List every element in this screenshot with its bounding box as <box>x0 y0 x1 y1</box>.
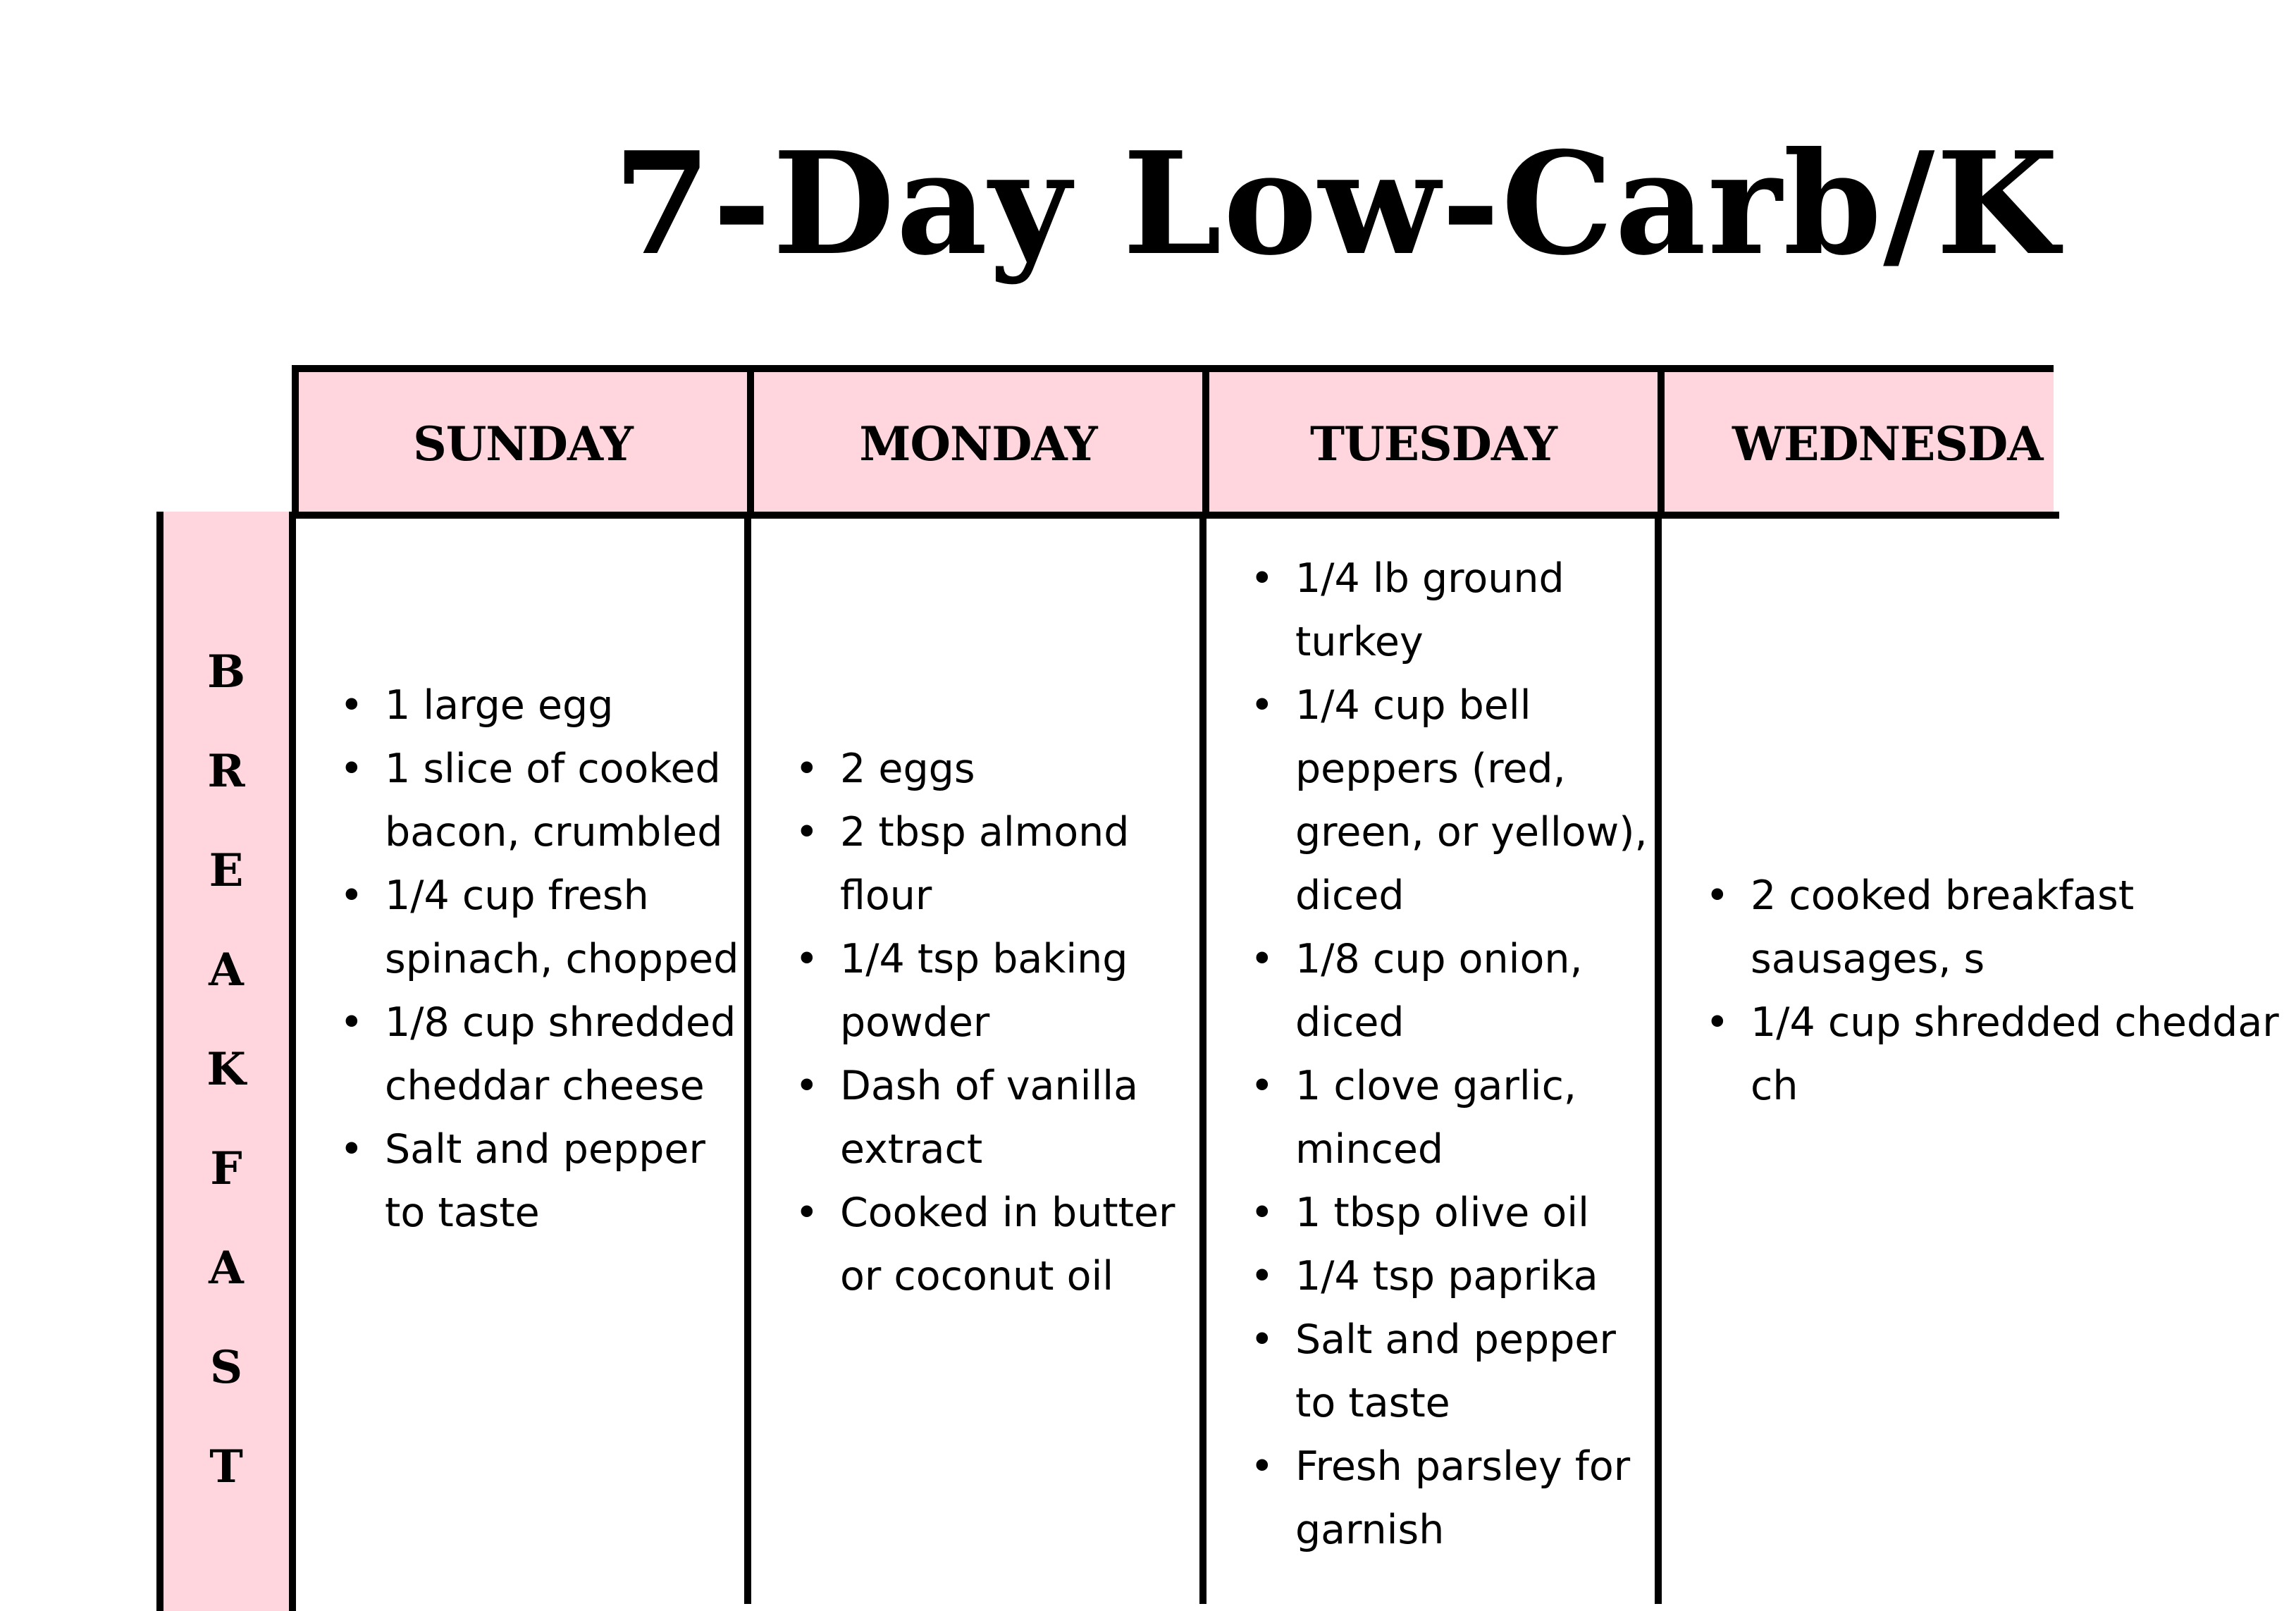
cell-breakfast-sunday <box>296 519 751 1604</box>
ingredient-text: 2 eggs <box>840 746 975 792</box>
ingredient-text: Salt and pepper to taste <box>1295 1316 1616 1426</box>
cell-breakfast-wednesday <box>1662 519 2279 1604</box>
day-header-wednesday: WEDNESDA <box>1732 416 2043 471</box>
bullet-icon: • <box>795 936 819 982</box>
meal-label-letter: A <box>209 944 244 996</box>
ingredient-text: 1/8 cup shredded cheddar cheese <box>385 999 736 1109</box>
ingredient-list <box>751 737 1202 1308</box>
bullet-icon: • <box>1250 555 1274 602</box>
bullet-icon: • <box>1705 872 1729 919</box>
bullet-icon: • <box>1250 936 1274 982</box>
meal-label-breakfast <box>156 512 296 1611</box>
ingredient-item <box>795 801 1202 927</box>
ingredient-item <box>1250 1308 1658 1435</box>
bullet-icon: • <box>340 746 364 792</box>
meal-label-letter: F <box>210 1142 242 1195</box>
day-header-tuesday: TUESDAY <box>1209 372 1665 516</box>
ingredient-item <box>1250 1054 1658 1181</box>
ingredient-item <box>795 927 1202 1054</box>
bullet-icon: • <box>340 999 364 1046</box>
ingredient-item <box>795 1181 1202 1308</box>
ingredient-item <box>1705 864 2296 991</box>
ingredient-text: Salt and pepper to taste <box>385 1126 705 1236</box>
ingredient-text: 1/4 lb ground turkey <box>1295 555 1564 665</box>
ingredient-text: Fresh parsley for garnish <box>1295 1443 1631 1553</box>
ingredient-item <box>340 737 747 864</box>
bullet-icon: • <box>340 872 364 919</box>
day-header-row <box>292 365 2054 516</box>
ingredient-list <box>1206 547 1658 1562</box>
meal-label-letter: B <box>206 646 246 698</box>
ingredient-text: 1/4 cup fresh spinach, chopped <box>385 872 739 982</box>
ingredient-text: 1/4 tsp baking powder <box>840 936 1128 1046</box>
day-header-sunday: SUNDAY <box>299 372 754 516</box>
cell-breakfast-monday <box>751 519 1206 1604</box>
ingredient-text: 2 cooked breakfast sausages, s <box>1751 872 2135 982</box>
meal-label-letter: T <box>209 1440 243 1493</box>
ingredient-item <box>340 864 747 991</box>
ingredient-text: 1/4 cup shredded cheddar ch <box>1751 999 2279 1109</box>
ingredient-text: 2 tbsp almond flour <box>840 809 1130 919</box>
cell-breakfast-tuesday <box>1206 519 1662 1604</box>
day-header-monday: MONDAY <box>754 372 1209 516</box>
ingredient-item <box>1250 927 1658 1054</box>
ingredient-item <box>1250 674 1658 927</box>
ingredient-item <box>1250 1245 1658 1308</box>
ingredient-item <box>340 674 747 737</box>
meal-label-letter: S <box>209 1341 243 1394</box>
ingredient-item <box>340 991 747 1118</box>
bullet-icon: • <box>340 1126 364 1173</box>
ingredient-text: 1 clove garlic, minced <box>1295 1063 1577 1173</box>
meal-label-letter: R <box>207 745 245 798</box>
ingredient-item <box>1250 547 1658 674</box>
bullet-icon: • <box>1250 1063 1274 1109</box>
bullet-icon: • <box>1705 999 1729 1046</box>
ingredient-text: Cooked in butter or coconut oil <box>840 1190 1175 1300</box>
meal-label-letter: E <box>209 844 244 897</box>
bullet-icon: • <box>340 682 364 729</box>
ingredient-item <box>1250 1435 1658 1562</box>
ingredient-list <box>296 674 747 1245</box>
meal-label-letter: K <box>206 1043 246 1096</box>
bullet-icon: • <box>1250 1443 1274 1490</box>
ingredient-text: 1 large egg <box>385 682 614 729</box>
ingredient-text: 1/4 cup bell peppers (red, green, or yellow), diced <box>1295 682 1648 919</box>
bullet-icon: • <box>1250 1316 1274 1363</box>
bullet-icon: • <box>795 746 819 792</box>
ingredient-text: Dash of vanilla extract <box>840 1063 1139 1173</box>
ingredient-text: 1 tbsp olive oil <box>1295 1190 1589 1236</box>
page-title: 7-Day Low-Carb/K <box>613 121 2061 287</box>
ingredient-item <box>1705 991 2296 1118</box>
ingredient-item <box>795 1054 1202 1181</box>
bullet-icon: • <box>795 809 819 856</box>
ingredient-list <box>1662 864 2296 1118</box>
bullet-icon: • <box>1250 1190 1274 1236</box>
bullet-icon: • <box>1250 1253 1274 1300</box>
meal-label-letter: A <box>209 1242 244 1295</box>
ingredient-text: 1 slice of cooked bacon, crumbled <box>385 746 723 856</box>
bullet-icon: • <box>795 1063 819 1109</box>
ingredient-item <box>795 737 1202 801</box>
ingredient-text: 1/8 cup onion, diced <box>1295 936 1583 1046</box>
header-divider <box>156 512 2059 519</box>
ingredient-item <box>1250 1181 1658 1245</box>
ingredient-text: 1/4 tsp paprika <box>1295 1253 1598 1300</box>
bullet-icon: • <box>1250 682 1274 729</box>
bullet-icon: • <box>795 1190 819 1236</box>
ingredient-item <box>340 1118 747 1245</box>
